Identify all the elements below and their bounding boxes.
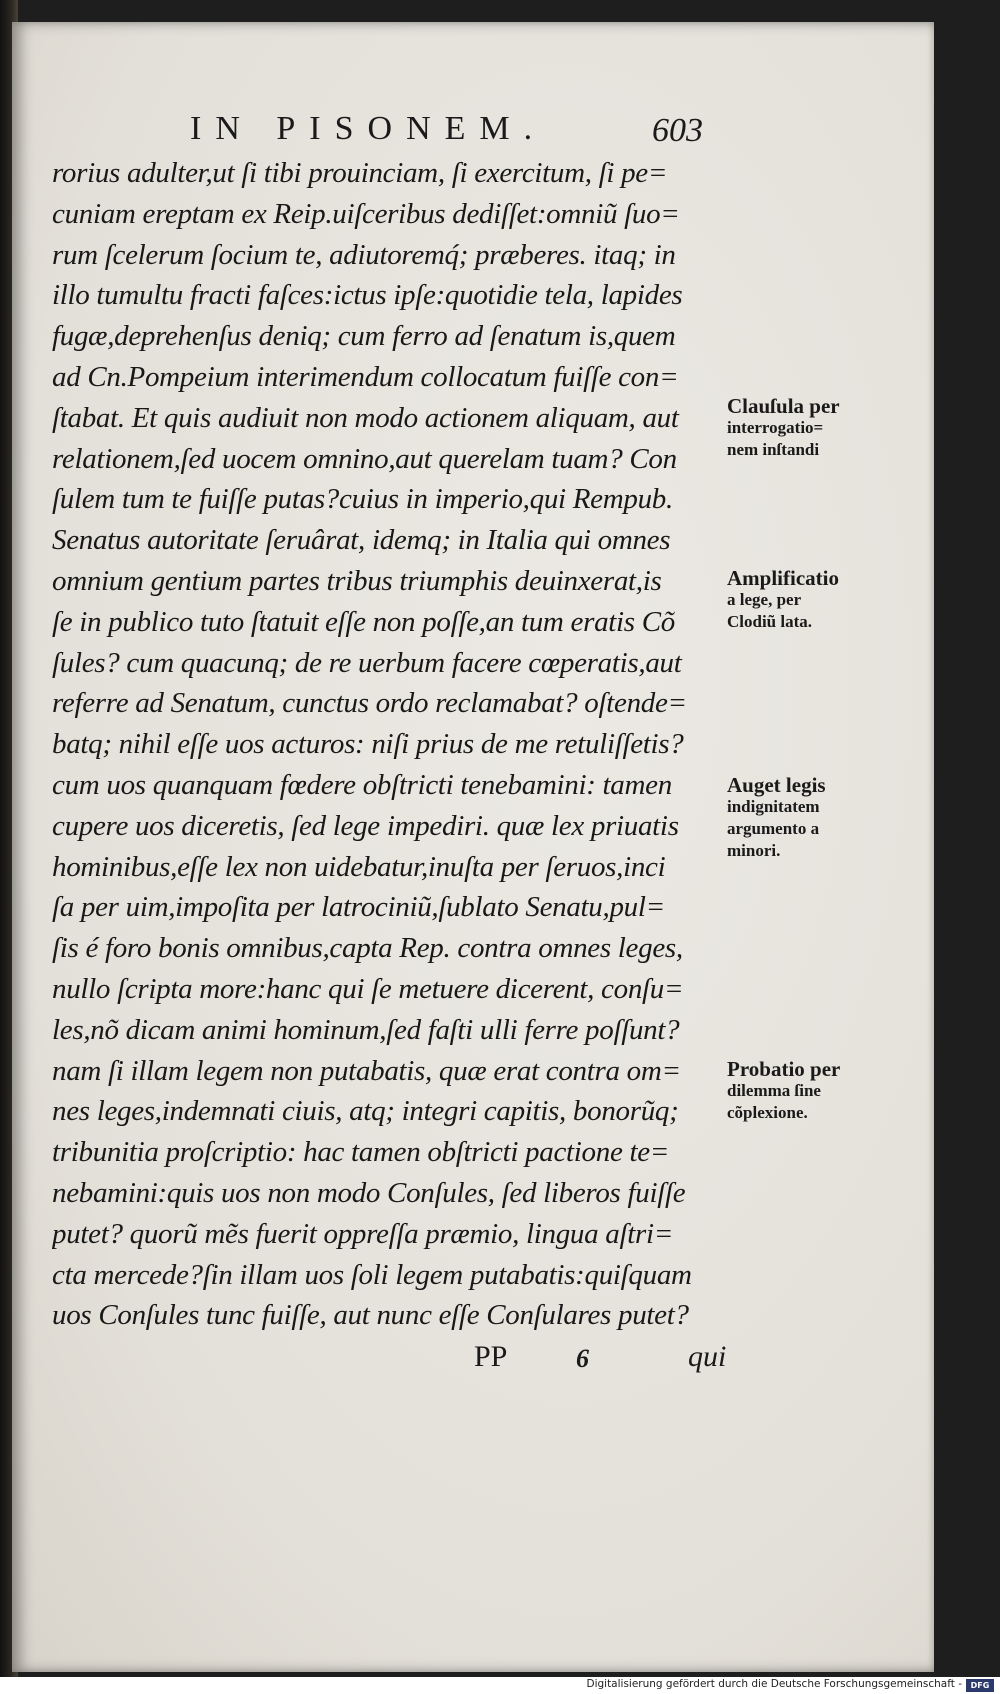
text-line: nebamini:quis uos non modo Conſules, ſed liberos fuiſſe bbox=[52, 1176, 686, 1209]
text-line: illo tumultu fracti faſces:ictus ipſe:quotidie tela, lapides bbox=[52, 279, 683, 312]
margin-note-amplificatio bbox=[727, 567, 927, 633]
text-line: putet? quorũ mẽs fuerit oppreſſa præmio, lingua aſtri= bbox=[52, 1217, 673, 1250]
digitization-credit: Digitalisierung gefördert durch die Deutsche Forschungsgemeinschaft - bbox=[586, 1678, 962, 1690]
margin-note-line: indignitatem bbox=[727, 797, 820, 816]
text-line: ad Cn.Pompeium interimendum collocatum fuiſſe con= bbox=[52, 360, 679, 393]
text-line: relationem,ſed uocem omnino,aut querelam tuam? Con bbox=[52, 442, 677, 475]
margin-note-line: dilemma ſine bbox=[727, 1081, 821, 1100]
text-line: cum uos quanquam fœdere obſtricti tenebamini: tamen bbox=[52, 768, 672, 801]
margin-note-line: argumento a bbox=[727, 819, 820, 838]
text-line: ſtabat. Et quis audiuit non modo actionem aliquam, aut bbox=[52, 401, 679, 434]
margin-note-line: minori. bbox=[727, 841, 781, 860]
margin-note-line: interrogatio= bbox=[727, 418, 824, 437]
text-line: les,nõ dicam animi hominum,ſed faſti ulli ferre poſſunt? bbox=[52, 1013, 680, 1046]
text-line: rorius adulter,ut ſi tibi prouinciam, ſi exercitum, ſi pe= bbox=[52, 157, 668, 189]
margin-note-line: Amplificatio bbox=[727, 566, 839, 590]
margin-note-probatio bbox=[727, 1058, 927, 1124]
margin-note-line: Clodiũ lata. bbox=[727, 612, 813, 631]
signature-mark: PP bbox=[474, 1340, 508, 1373]
margin-note-line: cõplexione. bbox=[727, 1103, 808, 1122]
text-line: ſules? cum quacunq; de re uerbum facere cœperatis,aut bbox=[52, 646, 682, 679]
page-number: 603 bbox=[652, 112, 703, 149]
margin-note-line: Auget legis bbox=[727, 773, 826, 797]
text-line: cta mercede?ſin illam uos ſoli legem putabatis:quiſquam bbox=[52, 1258, 692, 1291]
margin-note-line: nem inſtandi bbox=[727, 440, 820, 459]
text-line: nullo ſcripta more:hanc qui ſe metuere dicerent, conſu= bbox=[52, 972, 684, 1005]
text-line: fugæ,deprehenſus deniq; cum ferro ad ſenatum is,quem bbox=[52, 320, 676, 353]
text-line: hominibus,eſſe lex non uidebatur,inuſta per ſeruos,inci bbox=[52, 850, 666, 883]
text-line: cupere uos diceretis, ſed lege impediri. quæ lex priuatis bbox=[52, 809, 679, 842]
book-page bbox=[12, 22, 934, 1672]
text-line: tribunitia proſcriptio: hac tamen obſtricti pactione te= bbox=[52, 1136, 670, 1169]
text-line: Senatus autoritate ſeruârat, idemq; in Italia qui omnes bbox=[52, 524, 671, 557]
text-line: rum ſcelerum ſocium te, adiutoremq́; præberes. itaq; in bbox=[52, 238, 676, 271]
text-line: omnium gentium partes tribus triumphis deuinxerat,is bbox=[52, 564, 662, 597]
margin-note-line: Probatio per bbox=[727, 1057, 841, 1081]
text-line: ſulem tum te fuiſſe putas?cuius in imperio,qui Rempub. bbox=[52, 483, 673, 516]
text-line: batq; nihil eſſe uos acturos: niſi prius de me retuliſſetis? bbox=[52, 728, 684, 761]
text-line: ſis é foro bonis omnibus,capta Rep. contra omnes leges, bbox=[52, 932, 683, 965]
margin-note-auget bbox=[727, 774, 927, 862]
text-line: uos Conſules tunc fuiſſe, aut nunc eſſe Conſulares putet? bbox=[52, 1299, 689, 1332]
credit-bar bbox=[0, 1677, 1000, 1694]
margin-note-line: a lege, per bbox=[727, 590, 802, 609]
dfg-logo-icon: DFG bbox=[966, 1679, 994, 1692]
text-line: referre ad Senatum, cunctus ordo reclamabat? oſtende= bbox=[52, 687, 687, 720]
quire-number: 6 bbox=[576, 1344, 589, 1373]
text-line: nes leges,indemnati ciuis, atq; integri capitis, bonorũq; bbox=[52, 1095, 679, 1128]
text-line: cuniam ereptam ex Reip.uiſceribus dediſſet:omniũ ſuo= bbox=[52, 197, 680, 230]
margin-note-clausula bbox=[727, 395, 927, 461]
page-footer bbox=[12, 1340, 934, 1390]
text-line: ſa per uim,impoſita per latrociniũ,ſublato Senatu,pul= bbox=[52, 891, 665, 924]
main-text-block bbox=[52, 153, 747, 1336]
text-line: ſe in publico tuto ſtatuit eſſe non poſſe,an tum eratis Cõ bbox=[52, 605, 675, 638]
margin-note-line: Clauſula per bbox=[727, 394, 840, 418]
catchword: qui bbox=[688, 1340, 727, 1373]
running-header bbox=[12, 92, 934, 152]
running-title: IN PISONEM. bbox=[190, 110, 547, 147]
text-line: nam ſi illam legem non putabatis, quæ erat contra om= bbox=[52, 1054, 681, 1087]
